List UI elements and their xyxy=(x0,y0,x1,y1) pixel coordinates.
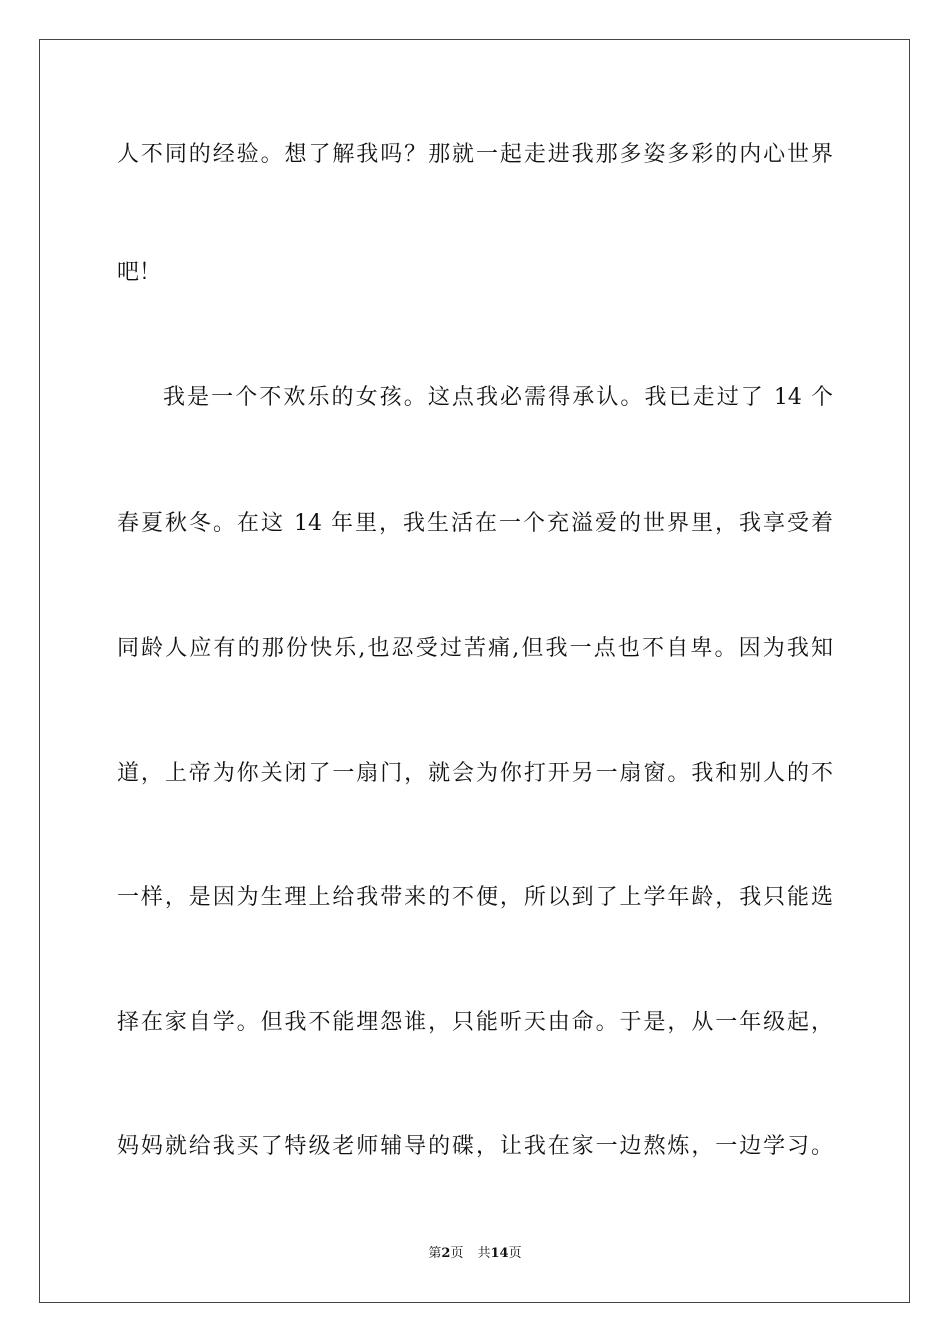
text-line-3: 我是一个不欢乐的女孩。这点我必需得承认。我已走过了 14 个 xyxy=(163,385,833,410)
page-label-prefix: 第 xyxy=(428,1246,442,1261)
text-line-8: 择在家自学。但我不能埋怨谁，只能听天由命。于是，从一年级起， xyxy=(117,1010,833,1035)
text-line-4: 春夏秋冬。在这 14 年里，我生活在一个充溢爱的世界里，我享受着 xyxy=(117,511,833,536)
text-line-6: 道，上帝为你关闭了一扇门，就会为你打开另一扇窗。我和别人的不 xyxy=(117,761,833,786)
page-label-suffix: 页 xyxy=(450,1246,464,1261)
text-line-2: 吧！ xyxy=(117,260,162,285)
text-line-5: 同龄人应有的那份快乐,也忍受过苦痛,但我一点也不自卑。因为我知 xyxy=(117,636,833,661)
total-label-prefix: 共 xyxy=(477,1246,491,1261)
text-line-7: 一样，是因为生理上给我带来的不便，所以到了上学年龄，我只能选 xyxy=(117,885,833,910)
total-label-suffix: 页 xyxy=(508,1246,522,1261)
text-line-1: 人不同的经验。想了解我吗？那就一起走进我那多姿多彩的内心世界 xyxy=(117,142,833,167)
page-border xyxy=(39,39,910,1303)
page-footer xyxy=(0,1245,950,1263)
total-pages: 14 xyxy=(490,1246,509,1261)
text-line-9: 妈妈就给我买了特级老师辅导的碟，让我在家一边熬炼，一边学习。 xyxy=(117,1134,833,1159)
page-number: 2 xyxy=(441,1246,451,1261)
